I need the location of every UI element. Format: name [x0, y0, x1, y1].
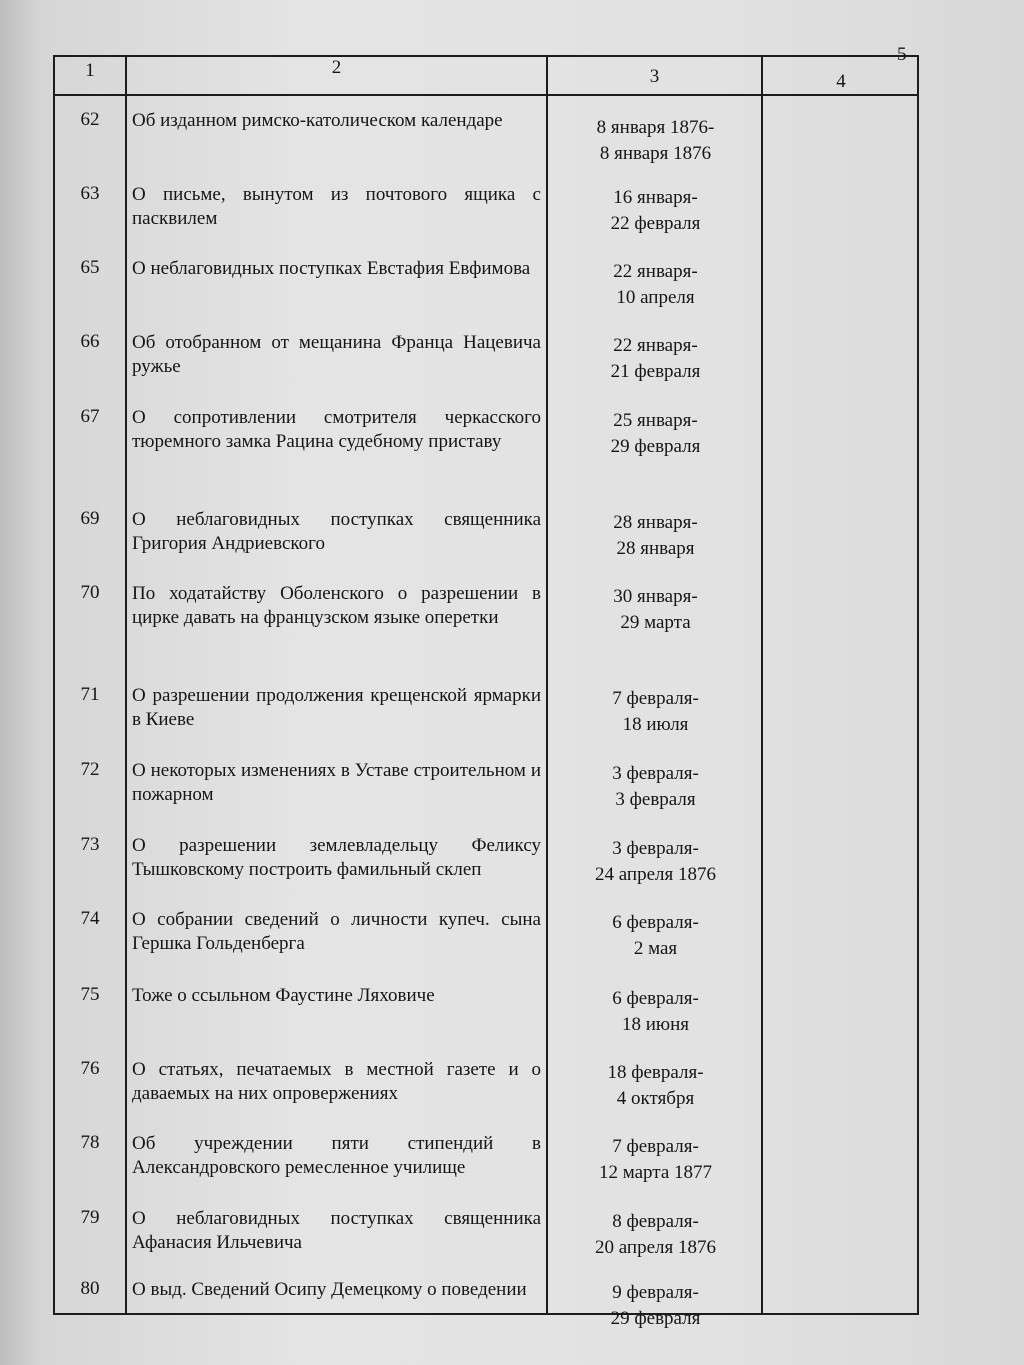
- row-dates: [550, 761, 761, 813]
- row-number: 72: [80, 759, 100, 780]
- date-from: 22 января-: [613, 335, 698, 356]
- date-from: 3 февраля-: [612, 838, 699, 859]
- date-to: 18 июня: [621, 1014, 690, 1035]
- row-number: 80: [80, 1278, 100, 1299]
- date-to: 29 февраля: [610, 436, 701, 457]
- column-divider: [125, 57, 127, 1313]
- date-from: 18 февраля-: [607, 1062, 704, 1083]
- row-title: О разрешении землевладельцу Феликсу Тышковскому построить фамильный склеп: [132, 835, 541, 880]
- row-title: О неблаговидных поступках Евстафия Евфимова: [132, 258, 531, 279]
- row-title: По ходатайству Оболенского о разрешении в цирке давать на французском языке оперетки: [132, 583, 541, 628]
- row-number: 66: [80, 331, 100, 352]
- row-title: О разрешении продолжения крещенской ярмарки в Киеве: [132, 685, 541, 730]
- row-number: 71: [80, 684, 100, 705]
- row-dates: [550, 686, 761, 738]
- row-dates: [550, 1134, 761, 1186]
- date-to: 29 марта: [620, 612, 691, 633]
- page-number: 5: [897, 44, 907, 65]
- row-title: О некоторых изменениях в Уставе строительном и пожарном: [132, 760, 541, 805]
- row-number: 67: [80, 406, 100, 427]
- row-title: Об учреждении пяти стипендий в Александровского ремесленное училище: [132, 1133, 541, 1178]
- row-dates: [550, 408, 761, 460]
- row-dates: [550, 115, 761, 167]
- date-to: 29 февраля: [610, 1308, 701, 1329]
- row-dates: [550, 185, 761, 237]
- row-dates: [550, 986, 761, 1038]
- row-dates: [550, 1209, 761, 1261]
- date-from: 7 февраля-: [612, 1136, 699, 1157]
- date-to: 28 января: [616, 538, 695, 559]
- row-dates: [550, 1060, 761, 1112]
- row-dates: [550, 333, 761, 385]
- date-to: 8 января 1876: [599, 143, 712, 164]
- row-title: О выд. Сведений Осипу Демецкому о поведении: [132, 1279, 527, 1300]
- row-dates: [550, 584, 761, 636]
- row-number: 76: [80, 1058, 100, 1079]
- row-number: 69: [80, 508, 100, 529]
- column-header-2: 2: [331, 57, 342, 78]
- date-from: 25 января-: [613, 410, 698, 431]
- column-divider: [546, 57, 548, 1313]
- row-number: 75: [80, 984, 100, 1005]
- date-to: 21 февраля: [610, 361, 701, 382]
- row-title: Тоже о ссыльном Фаустине Ляховиче: [132, 985, 435, 1006]
- date-from: 28 января-: [613, 512, 698, 533]
- date-to: 22 февраля: [610, 213, 701, 234]
- date-from: 8 января 1876-: [596, 117, 715, 138]
- row-dates: [550, 1280, 761, 1332]
- date-from: 8 февраля-: [612, 1211, 699, 1232]
- row-title: О письме, вынутом из почтового ящика с пасквилем: [132, 184, 541, 229]
- row-number: 70: [80, 582, 100, 603]
- row-dates: [550, 259, 761, 311]
- row-number: 62: [80, 109, 100, 130]
- row-title: О собрании сведений о личности купеч. сына Гершка Гольденберга: [132, 909, 541, 954]
- row-number: 79: [80, 1207, 100, 1228]
- date-from: 6 февраля-: [612, 912, 699, 933]
- date-from: 3 февраля-: [612, 763, 699, 784]
- row-number: 73: [80, 834, 100, 855]
- row-title: О статьях, печатаемых в местной газете и о даваемых на них опровержениях: [132, 1059, 541, 1104]
- date-to: 4 октября: [616, 1088, 695, 1109]
- row-title: О сопротивлении смотрителя черкасского тюремного замка Рацина судебному приставу: [132, 407, 541, 452]
- date-to: 24 апреля 1876: [594, 864, 716, 885]
- row-title: О неблаговидных поступках священника Григория Андриевского: [132, 509, 541, 554]
- column-header-3: 3: [649, 66, 660, 87]
- date-to: 2 мая: [633, 938, 678, 959]
- row-number: 74: [80, 908, 100, 929]
- date-from: 9 февраля-: [612, 1282, 699, 1303]
- row-dates: [550, 510, 761, 562]
- row-title: Об изданном римско-католическом календаре: [132, 110, 503, 131]
- row-title: Об отобранном от мещанина Франца Нацевича ружье: [132, 332, 541, 377]
- date-from: 22 января-: [613, 261, 698, 282]
- date-from: 6 февраля-: [612, 988, 699, 1009]
- row-title: О неблаговидных поступках священника Афанасия Ильчевича: [132, 1208, 541, 1253]
- date-from: 7 февраля-: [612, 688, 699, 709]
- row-number: 65: [80, 257, 100, 278]
- date-to: 18 июля: [622, 714, 689, 735]
- row-dates: [550, 910, 761, 962]
- date-to: 20 апреля 1876: [594, 1237, 716, 1258]
- column-header-4: 4: [836, 71, 846, 92]
- column-header-1: 1: [85, 60, 95, 81]
- row-number: 78: [80, 1132, 100, 1153]
- column-divider: [761, 57, 763, 1313]
- row-dates: [550, 836, 761, 888]
- archive-inventory-table: [53, 55, 919, 1329]
- date-from: 16 января-: [613, 187, 698, 208]
- header-divider: [55, 94, 917, 96]
- date-to: 3 февраля: [615, 789, 696, 810]
- date-to: 10 апреля: [616, 287, 695, 308]
- date-to: 12 марта 1877: [598, 1162, 713, 1183]
- date-from: 30 января-: [613, 586, 698, 607]
- row-number: 63: [80, 183, 100, 204]
